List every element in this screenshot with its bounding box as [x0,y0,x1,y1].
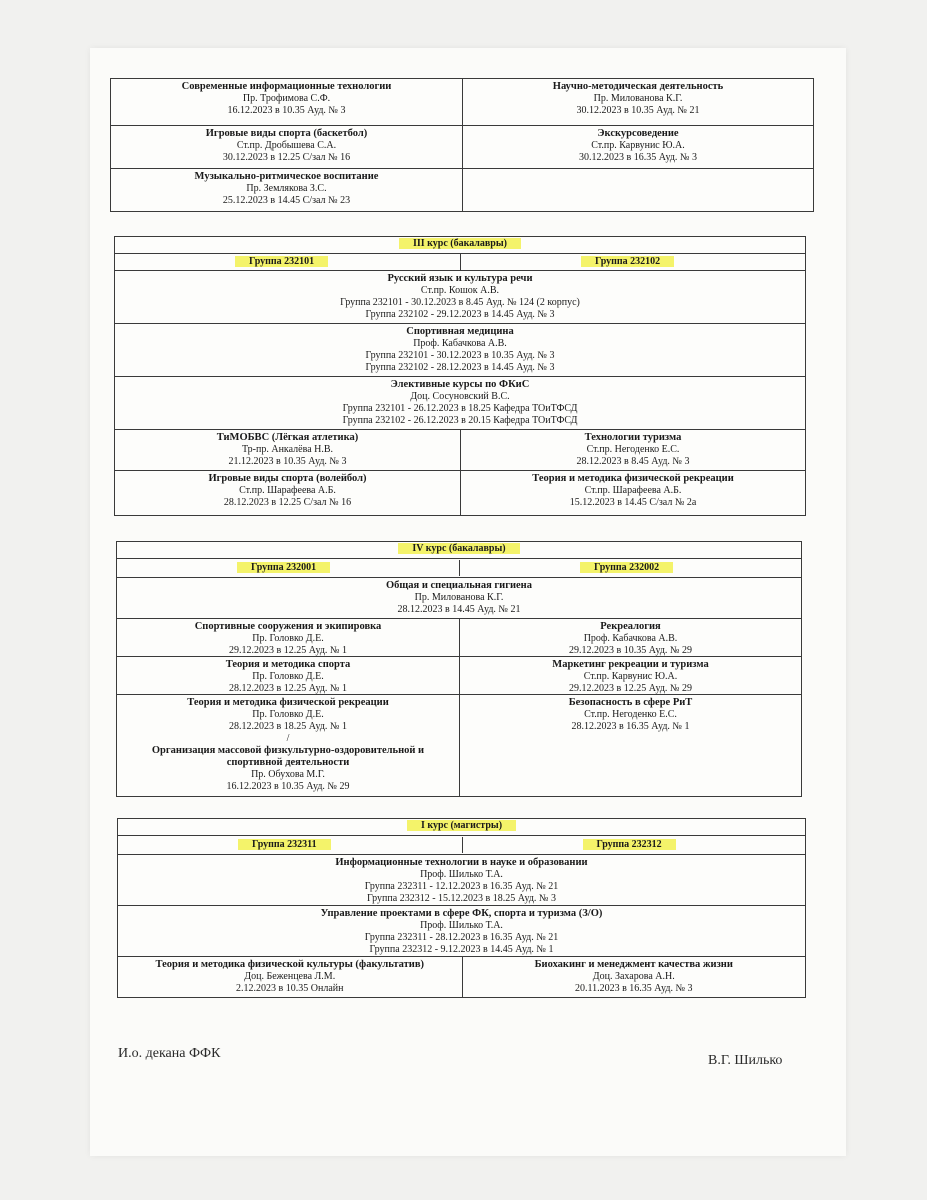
table-row [117,694,801,796]
master-1-table [117,818,806,998]
subject-name: Биохакинг и менеджмент качества жизни [534,959,733,970]
exam-cell [462,957,806,997]
group-label-left: Группа 232101 [235,256,328,267]
group-header-row [118,835,805,854]
exam-cell [118,906,805,956]
subject-name: Теория и методика физической рекреации [532,473,734,484]
exam-time: 16.12.2023 в 10.35 Ауд. № 3 [227,105,346,116]
subject-name: Русский язык и культура речи [387,273,533,284]
exam-cell [459,695,801,796]
exam-time: 16.12.2023 в 10.35 Ауд. № 29 [226,781,350,792]
exam-time: Группа 232102 - 28.12.2023 в 14.45 Ауд. № 3 [365,362,555,373]
exam-cell [111,79,462,125]
table-row [118,956,805,997]
subject-name: Управление проектами в сфере ФК, спорта и туризма (З/О) [320,908,603,919]
exam-cell [115,377,805,429]
exam-time: 30.12.2023 в 12.25 С/зал № 16 [222,152,351,163]
teacher-name: Пр. Землякова З.С. [246,183,327,194]
subject-name: Спортивная медицина [406,326,514,337]
teacher-name: Ст.пр. Карвунис Ю.А. [591,140,685,151]
exam-cell [117,657,459,694]
exam-cell [118,957,462,997]
separator: / [286,733,290,744]
exam-time: 20.11.2023 в 16.35 Ауд. № 3 [574,983,693,994]
teacher-name: Ст.пр. Негоденко Е.С. [584,709,677,720]
group-label-left: Группа 232001 [237,562,330,573]
exam-time: Группа 232311 - 12.12.2023 в 16.35 Ауд. № 21 [364,881,559,892]
subject-name: Рекреалогия [600,621,661,632]
course-title: I курс (магистры) [407,820,516,831]
teacher-name: Пр. Трофимова С.Ф. [242,93,331,104]
course-title-row [118,819,805,835]
exam-cell [459,619,801,656]
exam-time: 28.12.2023 в 8.45 Ауд. № 3 [576,456,690,467]
subject-name: Общая и специальная гигиена [386,580,532,591]
subject-name: Информационные технологии в науке и образовании [335,857,588,868]
teacher-name: Проф. Шилько Т.А. [420,869,503,880]
exam-time: 30.12.2023 в 16.35 Ауд. № 3 [579,152,697,163]
teacher-name: Пр. Головко Д.Е. [252,709,324,720]
table-row [111,79,813,125]
table-row [115,470,805,515]
table-row [117,656,801,694]
exam-cell [118,855,805,905]
exam-time: 28.12.2023 в 14.45 Ауд. № 21 [397,604,521,615]
exam-cell [460,430,805,470]
exam-cell [117,695,459,796]
teacher-name: Ст.пр. Кошок А.В. [420,285,500,296]
table-row [115,429,805,470]
course-4-table [116,541,802,797]
exam-cell [117,578,801,618]
subject-name: Теория и методика физической рекреации [187,697,389,708]
exam-time: 29.12.2023 в 10.35 Ауд. № 29 [569,645,692,656]
empty-cell [462,169,813,211]
course-title-row [115,237,805,253]
table-row [117,618,801,656]
teacher-name: Доц. Сосуновский В.С. [410,391,510,402]
course-title-row [117,542,801,558]
subject-name: Игровые виды спорта (баскетбол) [205,128,368,139]
teacher-name: Ст.пр. Дробышева С.А. [236,140,337,151]
teacher-name: Доц. Беженцева Л.М. [244,971,336,982]
exam-time: 28.12.2023 в 18.25 Ауд. № 1 [229,721,347,732]
exam-time: 28.12.2023 в 12.25 С/зал № 16 [223,497,352,508]
teacher-name: Ст.пр. Карвунис Ю.А. [583,671,678,682]
exam-cell [117,619,459,656]
exam-time: 28.12.2023 в 12.25 Ауд. № 1 [229,683,347,694]
table-row [118,854,805,905]
exam-cell [459,657,801,694]
exam-cell [115,430,460,470]
course-3-table [114,236,806,516]
teacher-name: Пр. Милованова К.Г. [414,592,504,603]
course-title: III курс (бакалавры) [399,238,521,249]
exam-cell [115,271,805,323]
teacher-name: Ст.пр. Шарафеева А.Б. [239,485,336,496]
exam-time: Группа 232101 - 30.12.2023 в 8.45 Ауд. № 124 (2 корпус) [340,297,580,308]
table-row [115,376,805,429]
exam-time: Группа 232312 - 15.12.2023 в 18.25 Ауд. № 3 [367,893,556,904]
group-label-left: Группа 232311 [238,839,331,850]
teacher-name: Проф. Кабачкова А.В. [583,633,678,644]
table-row [111,168,813,211]
subject-name: Теория и методика физической культуры (факультатив) [155,959,425,970]
exam-cell [111,169,462,211]
subject-name: Маркетинг рекреации и туризма [552,659,709,670]
exam-time: Группа 232101 - 30.12.2023 в 10.35 Ауд. № 3 [365,350,555,361]
subject-name: Технологии туризма [584,432,682,443]
dean-title: И.о. декана ФФК [118,1046,221,1061]
exam-time: 21.12.2023 в 10.35 Ауд. № 3 [228,456,347,467]
group-header-row [117,558,801,577]
exam-time: 29.12.2023 в 12.25 Ауд. № 1 [229,645,347,656]
exam-cell [462,79,813,125]
subject-name: Теория и методика спорта [225,659,351,670]
exam-time: 30.12.2023 в 10.35 Ауд. № 21 [576,105,700,116]
teacher-name: Пр. Обухова М.Г. [251,769,325,780]
exam-time: Группа 232102 - 29.12.2023 в 14.45 Ауд. № 3 [365,309,555,320]
subject-name: Элективные курсы по ФКиС [390,379,530,390]
exam-time: Группа 232312 - 9.12.2023 в 14.45 Ауд. № 1 [369,944,554,955]
teacher-name: Проф. Кабачкова А.В. [413,338,507,349]
subject-name: ТиМОБВС (Лёгкая атлетика) [216,432,359,443]
teacher-name: Проф. Шилько Т.А. [420,920,503,931]
course-title: IV курс (бакалавры) [398,543,519,554]
teacher-name: Доц. Захарова А.Н. [592,971,675,982]
subject-name: спортивной деятельности [226,757,350,768]
teacher-name: Пр. Милованова К.Г. [593,93,683,104]
group-header-row [115,253,805,270]
table-row [115,323,805,376]
table-row [118,905,805,956]
exam-time: Группа 232311 - 28.12.2023 в 16.35 Ауд. № 21 [364,932,559,943]
table-row [111,125,813,168]
exam-time: 25.12.2023 в 14.45 С/зал № 23 [222,195,351,206]
exam-time: 29.12.2023 в 12.25 Ауд. № 29 [569,683,692,694]
subject-name: Игровые виды спорта (волейбол) [208,473,367,484]
exam-cell [462,126,813,168]
subject-name: Музыкально-ритмическое воспитание [194,171,379,182]
teacher-name: Ст.пр. Негоденко Е.С. [586,444,680,455]
subject-name: Современные информационные технологии [181,81,392,92]
dean-name: В.Г. Шилько [708,1053,783,1068]
group-label-right: Группа 232002 [580,562,673,573]
exam-time: 2.12.2023 в 10.35 Онлайн [236,983,344,994]
subject-name: Безопасность в сфере РиТ [568,697,693,708]
exam-cell [460,471,805,515]
teacher-name: Ст.пр. Шарафеева А.Б. [584,485,682,496]
subject-name: Научно-методическая деятельность [552,81,724,92]
teacher-name: Пр. Головко Д.Е. [252,671,324,682]
top-exam-table [110,78,814,212]
teacher-name: Тр-пр. Анкалёва Н.В. [241,444,334,455]
table-row [115,270,805,323]
subject-name: Организация массовой физкультурно-оздоровительной и [151,745,425,756]
exam-time: 28.12.2023 в 16.35 Ауд. № 1 [571,721,690,732]
exam-time: 15.12.2023 в 14.45 С/зал № 2а [569,497,697,508]
teacher-name: Пр. Головко Д.Е. [252,633,324,644]
group-label-right: Группа 232312 [583,839,676,850]
exam-cell [115,324,805,376]
exam-cell [111,126,462,168]
exam-cell [115,471,460,515]
subject-name: Спортивные сооружения и экипировка [194,621,382,632]
group-label-right: Группа 232102 [581,256,674,267]
table-row [117,577,801,618]
exam-time: Группа 232102 - 26.12.2023 в 20.15 Кафедра ТОиТФСД [342,415,578,426]
exam-time: Группа 232101 - 26.12.2023 в 18.25 Кафедра ТОиТФСД [342,403,578,414]
subject-name: Экскурсоведение [597,128,679,139]
